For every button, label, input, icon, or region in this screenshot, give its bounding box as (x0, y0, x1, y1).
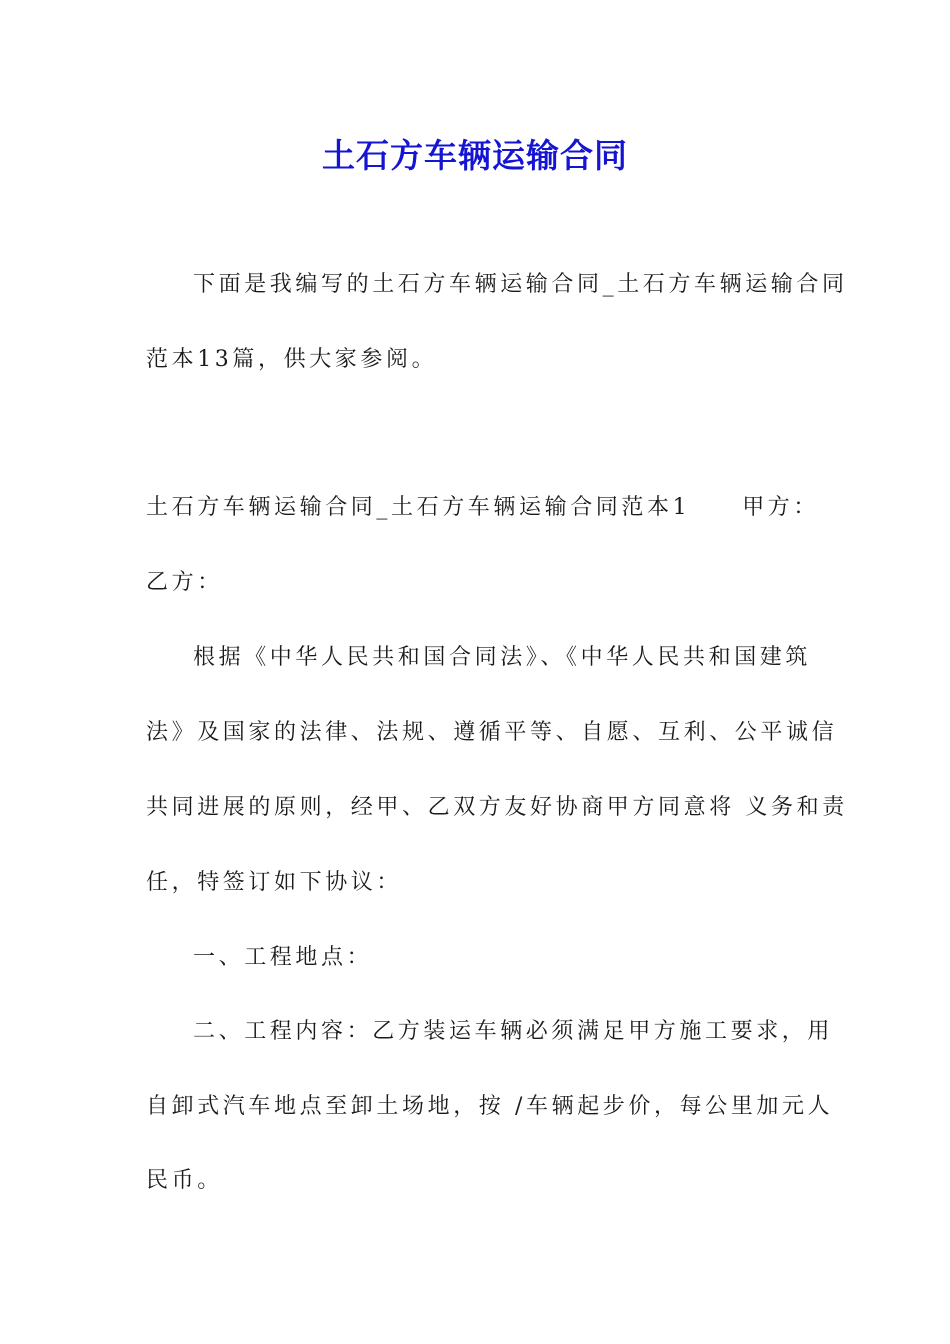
document-title: 土石方车辆运输合同 (322, 136, 628, 175)
clause-2-line-3: 民币。 (146, 1168, 223, 1193)
paragraph-1-line-1: 根据《中华人民共和国合同法》、《中华人民共和国建筑 (193, 645, 812, 670)
intro-line-1: 下面是我编写的土石方车辆运输合同_土石方车辆运输合同 (193, 272, 848, 297)
party-b-label: 乙方： (146, 570, 223, 595)
intro-line-2: 范本13篇，供大家参阅。 (146, 347, 438, 372)
contract-heading (146, 493, 826, 523)
party-a-label: 甲方： (742, 495, 820, 520)
contract-heading-text: 土石方车辆运输合同_土石方车辆运输合同范本1 (146, 495, 691, 520)
clause-2-line-1: 二、工程内容：乙方装运车辆必须满足甲方施工要求，用 (193, 1019, 834, 1044)
clause-2-line-2: 自卸式汽车地点至卸土场地，按 /车辆起步价，每公里加元人 (146, 1094, 834, 1119)
clause-1: 一、工程地点： (193, 945, 373, 970)
paragraph-1-line-2: 法》及国家的法律、法规、遵循平等、自愿、互利、公平诚信 (146, 720, 838, 745)
paragraph-1-line-3: 共同进展的原则，经甲、乙双方友好协商甲方同意将 义务和责 (146, 795, 848, 820)
paragraph-1-line-4: 任，特签订如下协议： (146, 870, 403, 895)
